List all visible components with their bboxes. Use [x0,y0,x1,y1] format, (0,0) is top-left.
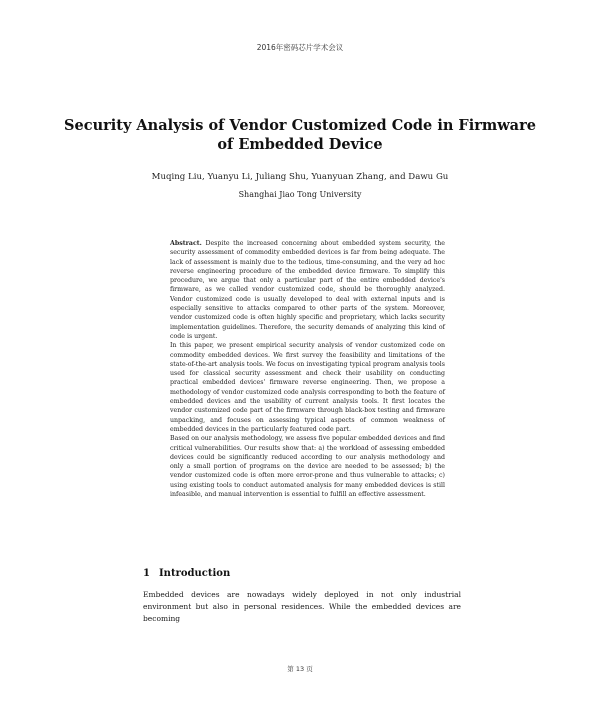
section-number: 1 [143,568,150,579]
section-title: Introduction [159,568,231,579]
abstract-paragraph-1 [170,239,445,341]
introduction-body [143,589,461,624]
conference-header: 2016年密码芯片学术会议 [256,43,344,52]
abstract-block [170,239,445,499]
abstract-paragraph-2: In this paper, we present empirical security analysis of vendor customized code on commodity embedded devices. We first survey the feasibility and limitations of the state-of-the-art analysis tools. We focus on investigating typical program analysis tools used for classical security assessment and check their usability on conducting practical embedded devices' firmware reverse engineering. Then, we propose a methodology of vendor customized code analysis corresponding to both the feature of embedded devices and the usability of current analysis tools. It first locates the vendor customized code part of the firmware through black-box testing and firmware unpacking, and focuses on assessing typical aspects of common weakness of embedded devices in the particularly featured code part. [170,342,445,433]
page-number-footer: 第 13 页 [287,665,313,673]
abstract-paragraph-3: Based on our analysis methodology, we assess five popular embedded devices and find critical vulnerabilities. Our results show that: a) the workload of assessing embedded devices could be significantly reduced according to our analysis methodology and only a small portion of programs on the device are needed to be assessed; b) the vendor customized code is often more error-prone and thus vulnerable to attacks; c) using existing tools to conduct automated analysis for many embedded devices is still infeasible, and manual intervention is essential to fulfill an effective assessment. [170,435,446,499]
introduction-paragraph: Embedded devices are nowadays widely deployed in not only industrial environment but also in personal residences. While the embedded devices are becoming [143,590,461,623]
abstract-text-1: Despite the increased concerning about embedded system security, the security assessment of commodity embedded devices is far from being adequate. The lack of assessment is mainly due to the tedious, time-consuming, and the very ad hoc reverse engineering procedure of the embedded device firmware. To simplify this procedure, we argue that only a particular part of the entire embedded device's firmware, as we called vendor customized code, should be thoroughly analyzed. Vendor customized code is usually developed to deal with external inputs and is especially sensitive to attacks compared to other parts of the system. Moreover, vendor customized code is often highly specific and proprietary, which lacks security implementation guidelines. Therefore, the security demands of analyzing this kind of code is urgent. [170,240,445,340]
paper-affiliation: Shanghai Jiao Tong University [238,190,362,199]
paper-authors: Muqing Liu, Yuanyu Li, Juliang Shu, Yuanyuan Zhang, and Dawu Gu [151,172,449,182]
paper-title: Security Analysis of Vendor Customized Code in Firmware of Embedded Device [64,117,536,153]
section-heading [143,568,473,579]
abstract-label: Abstract. [170,240,202,247]
